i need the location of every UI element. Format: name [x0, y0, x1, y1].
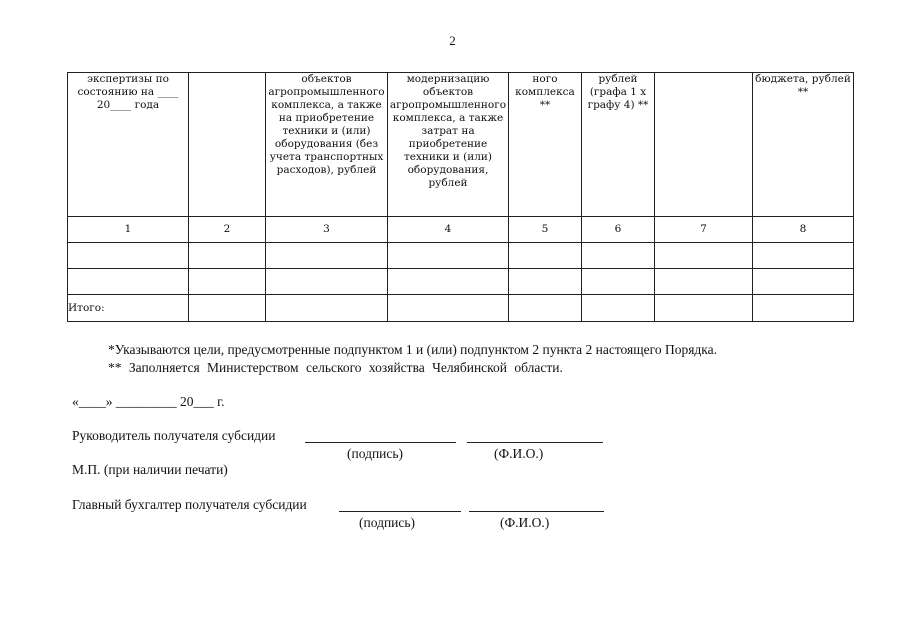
table-cell[interactable]: [753, 243, 854, 269]
column-number: 3: [266, 217, 388, 243]
table-cell[interactable]: [388, 243, 509, 269]
table-cell[interactable]: [189, 243, 266, 269]
subsidy-table: [67, 72, 854, 322]
table-cell[interactable]: [582, 295, 655, 322]
accountant-signature-caption: (подпись): [359, 515, 416, 530]
date-line: «____» _________ 20___ г.: [72, 394, 225, 409]
column-number: 7: [655, 217, 753, 243]
table-cell[interactable]: [509, 243, 582, 269]
header-cell-5: ного комплекса **: [509, 73, 582, 217]
stamp-label: М.П. (при наличии печати): [72, 462, 228, 477]
accountant-signature-line[interactable]: [339, 511, 461, 512]
header-cell-2: [189, 73, 266, 217]
table-cell[interactable]: [388, 295, 509, 322]
table-cell[interactable]: [68, 269, 189, 295]
table-cell[interactable]: [655, 269, 753, 295]
column-number: 8: [753, 217, 854, 243]
column-number: 5: [509, 217, 582, 243]
head-signature-caption: (подпись): [347, 446, 404, 461]
table-cell[interactable]: [266, 269, 388, 295]
footnote-2: ** Заполняется Министерством сельского хозяйства Челябинской области.: [108, 360, 563, 375]
table-cell[interactable]: [655, 243, 753, 269]
header-cell-8: бюджета, рублей **: [753, 73, 854, 217]
page-number: 2: [449, 33, 456, 48]
table-cell[interactable]: [655, 295, 753, 322]
table-cell[interactable]: [388, 269, 509, 295]
table-row: [68, 243, 854, 269]
accountant-signature-label: Главный бухгалтер получателя субсидии: [72, 497, 307, 512]
header-cell-1: экспертизы по состоянию на ____ 20____ года: [68, 73, 189, 217]
head-name-caption: (Ф.И.О.): [494, 446, 544, 461]
footnotes: [108, 341, 717, 377]
header-cell-6: рублей (графа 1 х графу 4) **: [582, 73, 655, 217]
header-cell-4: модернизацию объектов агропромышленного комплекса, а также затрат на приобретение техники и (или) оборудования, рублей: [388, 73, 509, 217]
table-cell[interactable]: [582, 243, 655, 269]
column-number-row: [68, 217, 854, 243]
table-cell[interactable]: [753, 295, 854, 322]
accountant-name-line[interactable]: [469, 511, 604, 512]
head-signature-line[interactable]: [305, 442, 456, 443]
table-row: [68, 269, 854, 295]
header-cell-7: [655, 73, 753, 217]
head-name-line[interactable]: [467, 442, 603, 443]
total-row: [68, 295, 854, 322]
table-header-row: [68, 73, 854, 217]
column-number: 4: [388, 217, 509, 243]
column-number: 2: [189, 217, 266, 243]
table-cell[interactable]: [509, 295, 582, 322]
head-signature-label: Руководитель получателя субсидии: [72, 428, 276, 443]
table-cell[interactable]: [753, 269, 854, 295]
column-number: 6: [582, 217, 655, 243]
table-cell[interactable]: [582, 269, 655, 295]
footnote-1: *Указываются цели, предусмотренные подпунктом 1 и (или) подпунктом 2 пункта 2 настоящего Порядка.: [108, 342, 718, 357]
accountant-name-caption: (Ф.И.О.): [500, 515, 550, 530]
total-label: Итого:: [68, 295, 189, 322]
table-cell[interactable]: [68, 243, 189, 269]
column-number: 1: [68, 217, 189, 243]
table-cell[interactable]: [509, 269, 582, 295]
header-cell-3: объектов агропромышленного комплекса, а также на приобретение техники и (или) оборудования (без учета транспортных расходов), рублей: [266, 73, 388, 217]
table-cell[interactable]: [266, 243, 388, 269]
table-cell[interactable]: [189, 295, 266, 322]
table-cell[interactable]: [266, 295, 388, 322]
table-cell[interactable]: [189, 269, 266, 295]
